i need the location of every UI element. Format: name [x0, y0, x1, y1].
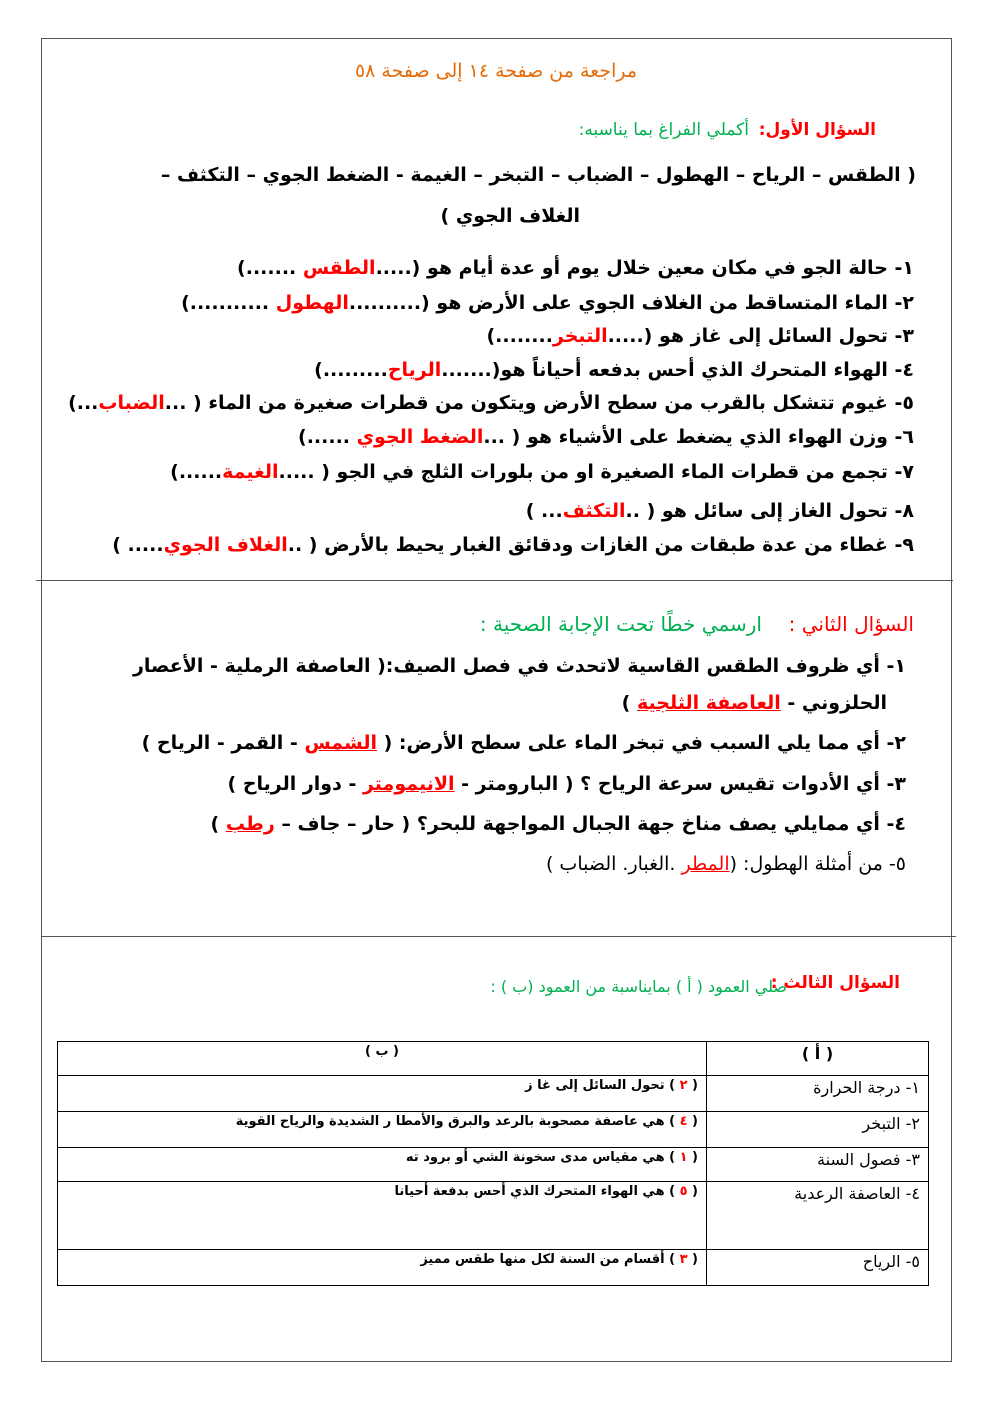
- section-divider-2: [41, 936, 956, 937]
- column-b-cell: ( ٥ ) هي الهواء المتحرك الذي أحس بدفعة أحيانا: [58, 1182, 707, 1250]
- column-b-cell: ( ٤ ) هي عاصفة مصحوبة بالرعد والبرق والأمطا ر الشديدة والرياح القوية: [58, 1112, 707, 1148]
- q1-answer-1: الطقس: [302, 257, 376, 279]
- q1-item-9: ٩- غطاء من عدة طبقات من الغازات ودقائق الغبار يحيط بالأرض ( ..الغلاف الجوي..... ): [112, 534, 914, 556]
- match-number: ٢: [679, 1078, 688, 1093]
- page-title: مراجعة من صفحة ١٤ إلى صفحة ٥٨: [354, 60, 638, 82]
- q1-answer-7: الغيمة: [222, 461, 279, 483]
- q2-item-4: ٤- أي ممايلي يصف مناخ جهة الجبال المواجهة للبحر؟ ( حار – جاف – رطب ): [210, 813, 906, 835]
- q2-answer-3: الانيمومتر: [362, 773, 455, 795]
- q1-answer-3: التبخر: [552, 325, 608, 347]
- q1-item-6: ٦- وزن الهواء الذي يضغط على الأشياء هو ( ...الضغط الجوي ......): [298, 426, 914, 448]
- q2-answer-5: المطر: [681, 853, 730, 875]
- q2-instruction: ارسمي خطًا تحت الإجابة الصحية :: [479, 612, 762, 636]
- column-a-cell: ١- درجة الحرارة: [707, 1076, 929, 1112]
- q1-item-3: ٣- تحول السائل إلى غاز هو (.....التبخر........): [486, 325, 914, 347]
- q1-item-1: ١- حالة الجو في مكان معين خلال يوم أو عدة أيام هو (.....الطقس .......): [237, 257, 914, 279]
- q1-answer-5: الضباب: [98, 392, 165, 414]
- table-header-row: [58, 1042, 929, 1076]
- table-row: [58, 1250, 929, 1286]
- table-row: [58, 1076, 929, 1112]
- q2-label: السؤال الثاني :: [788, 612, 914, 636]
- column-a-cell: ٣- فصول السنة: [707, 1148, 929, 1182]
- table-row: [58, 1148, 929, 1182]
- q2-answer-2: الشمس: [304, 732, 378, 754]
- match-number: ٤: [679, 1114, 688, 1129]
- word-bank-line2: الغلاف الجوي ): [440, 205, 580, 227]
- word-bank-line1: ( الطقس – الرياح – الهطول – الضباب – التبخر – الغيمة - الضغط الجوي – التكثف –: [160, 164, 916, 186]
- column-a-cell: ٢- التبخر: [707, 1112, 929, 1148]
- matching-table: [57, 1041, 929, 1286]
- column-a-cell: ٤- العاصفة الرعدية: [707, 1182, 929, 1250]
- q3-label: السؤال الثالث :: [770, 973, 900, 993]
- column-a-cell: ٥- الرياح: [707, 1250, 929, 1286]
- q1-item-7: ٧- تجمع من قطرات الماء الصغيرة او من بلورات الثلج في الجو ( .....الغيمة......): [170, 461, 914, 483]
- q1-answer-4: الرياح: [387, 359, 442, 381]
- section-divider-1: [36, 580, 953, 581]
- column-b-cell: ( ١ ) هي مقياس مدى سخونة الشي أو برود ته: [58, 1148, 707, 1182]
- q2-answer-4: رطب: [225, 813, 275, 835]
- q2-item-1-line1: ١- أي ظروف الطقس القاسية لاتحدث في فصل الصيف:( العاصفة الرملية - الأعصار: [132, 655, 906, 677]
- q1-label: السؤال الأول:: [758, 120, 876, 140]
- q3-instruction: صلي العمود ( أ ) بمايناسبة من العمود (ب ) :: [490, 977, 787, 996]
- q1-answer-6: الضغط الجوي: [356, 426, 484, 448]
- table-row: [58, 1112, 929, 1148]
- q2-item-2: ٢- أي مما يلي السبب في تبخر الماء على سطح الأرض: ( الشمس - القمر - الرياح ): [141, 732, 906, 754]
- q1-answer-8: التكثف: [562, 500, 626, 522]
- q1-item-4: ٤- الهواء المتحرك الذي أحس بدفعه أحياناً هو(.......الرياح.........): [314, 359, 914, 381]
- q1-item-8: ٨- تحول الغاز إلى سائل هو ( ..التكثف... ): [525, 500, 914, 522]
- q1-item-5: ٥- غيوم تتشكل بالقرب من سطح الأرض ويتكون من قطرات صغيرة من الماء ( ...الضباب...): [68, 392, 914, 414]
- q2-item-3: ٣- أي الأدوات تقيس سرعة الرياح ؟ ( البارومتر - الانيمومتر - دوار الرياح ): [227, 773, 906, 795]
- match-number: ١: [679, 1150, 688, 1165]
- match-number: ٥: [679, 1184, 688, 1199]
- column-b-cell: ( ٢ ) تحول السائل إلى غا ز: [58, 1076, 707, 1112]
- q2-answer-1: العاصفة الثلجية: [636, 692, 781, 714]
- q1-instruction: أكملي الفراغ بما يناسبه:: [578, 120, 749, 140]
- table-row: [58, 1182, 929, 1250]
- q1-item-2: ٢- الماء المتساقط من الغلاف الجوي على الأرض هو (..........الهطول ...........): [181, 292, 914, 314]
- q2-item-5: ٥- من أمثلة الهطول: (المطر .الغبار. الضباب ): [545, 853, 906, 875]
- q1-answer-9: الغلاف الجوي: [163, 534, 288, 556]
- column-b-cell: ( ٣ ) أقسام من السنة لكل منها طقس مميز: [58, 1250, 707, 1286]
- q2-item-1-line2: الحلزوني - العاصفة الثلجية ): [621, 692, 887, 714]
- header-column-b: ( ب ): [58, 1042, 707, 1076]
- match-number: ٣: [679, 1252, 688, 1267]
- header-column-a: ( أ ): [707, 1042, 929, 1076]
- q1-answer-2: الهطول: [275, 292, 349, 314]
